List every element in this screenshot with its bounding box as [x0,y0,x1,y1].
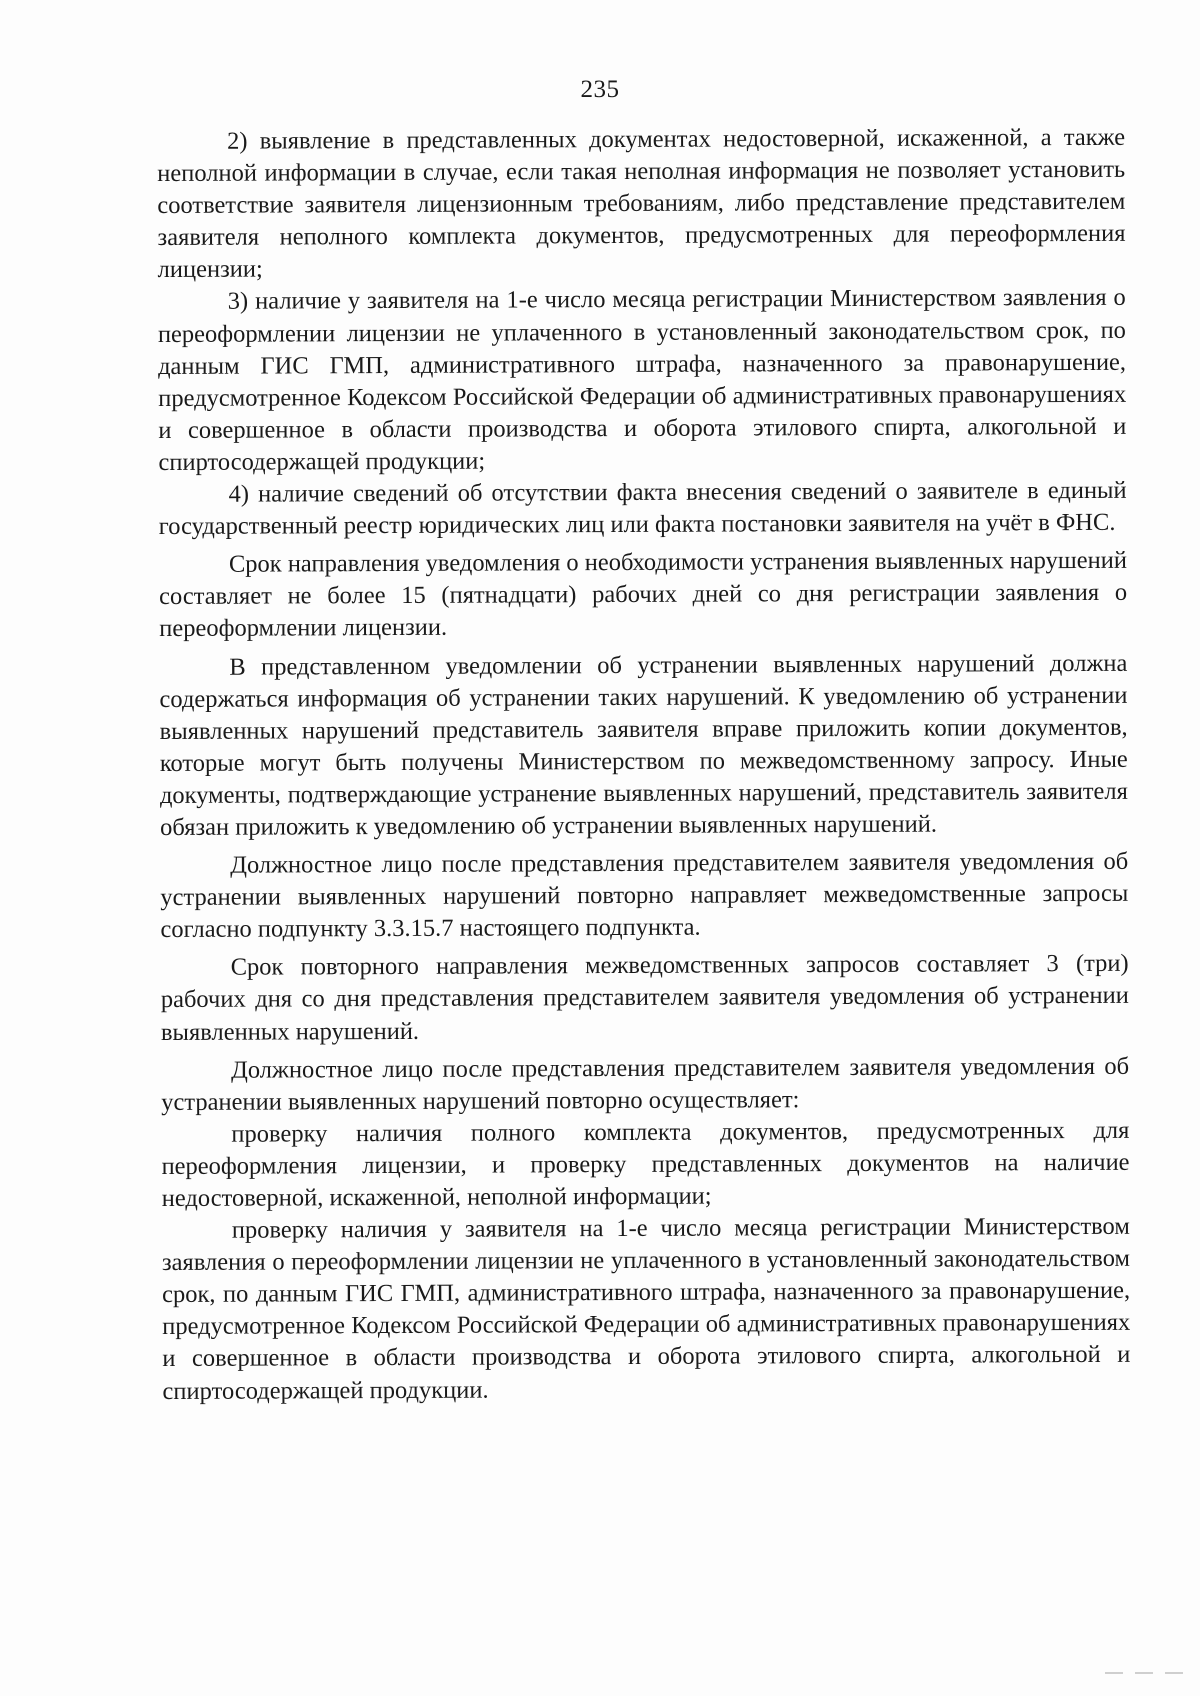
scan-artifact [1105,1672,1123,1674]
paragraph-item-3: 3) наличие у заявителя на 1-е число месяца регистрации Министерством заявления о переоформлении лицензии не уплаченного в установленный законодательством срок, по данным ГИС ГМП, административного штрафа, назначенного за правонарушение, предусмотренное Кодексом Российской Федерации об административных правонарушениях и совершенное в области производства и оборота этилового спирта, алкогольной и спиртосодержащей продукции; [157,284,1127,476]
paragraph-item-2: 2) выявление в представленных документах недостоверной, искаженной, а также неполной информации в случае, если такая неполная информация не позволяет установить соответствие заявителя лицензионным требованиям, либо представление представителем заявителя неполного комплекта документов, предусмотренных для переоформления лицензии; [157,123,1126,284]
page-number: 235 [580,76,620,103]
paragraph-repeat-requests: Должностное лицо после представления представителем заявителя уведомления об устранении выявленных нарушений повторно направляет межведомственные запросы согласно подпункту 3.3.15.7 настоящего подпункта. [160,847,1129,944]
scan-artifact [1165,1672,1183,1674]
paragraph-check-documents: проверку наличия полного комплекта документов, предусмотренных для переоформления лицензии, и проверку представленных документов на наличие недостоверной, искаженной, неполной информации; [161,1116,1130,1212]
paragraph-repeat-checks: Должностное лицо после представления представителем заявителя уведомления об устранении выявленных нарушений повторно осуществляет: [161,1052,1130,1116]
paragraph-check-fine: проверку наличия у заявителя на 1-е число месяца регистрации Министерством заявления о переоформлении лицензии не уплаченного в установленный законодательством срок, по данным ГИС ГМП, административного штрафа, назначенного за правонарушение, предусмотренное Кодексом Российской Федерации об административных правонарушениях и совершенное в области производства и оборота этилового спирта, алкогольной и спиртосодержащей продукции. [161,1212,1131,1405]
document-body [157,122,1131,1408]
paragraph-item-4: 4) наличие сведений об отсутствии факта внесения сведений о заявителе в единый государственный реестр юридических лиц или факта постановки заявителя на учёт в ФНС. [158,476,1127,541]
paragraph-notice-deadline: Срок направления уведомления о необходимости устранения выявленных нарушений составляет не более 15 (пятнадцати) рабочих дней со дня регистрации заявления о переоформлении лицензии. [158,546,1128,643]
paragraph-repeat-deadline: Срок повторного направления межведомственных запросов составляет 3 (три) рабочих дня со дня представления представителем заявителя уведомления об устранении выявленных нарушений. [160,950,1129,1046]
scan-artifact [1135,1672,1153,1674]
paragraph-notice-contents: В представленном уведомлении об устранении выявленных нарушений должна содержаться информация об устранении таких нарушений. К уведомлению об устранении выявленных нарушений представитель заявителя вправе приложить копии документов, которые могут быть получены Министерством по межведомственному запросу. Иные документы, подтверждающие устранение выявленных нарушений, представитель заявителя обязан приложить к уведомлению об устранении выявленных нарушений. [159,649,1128,841]
